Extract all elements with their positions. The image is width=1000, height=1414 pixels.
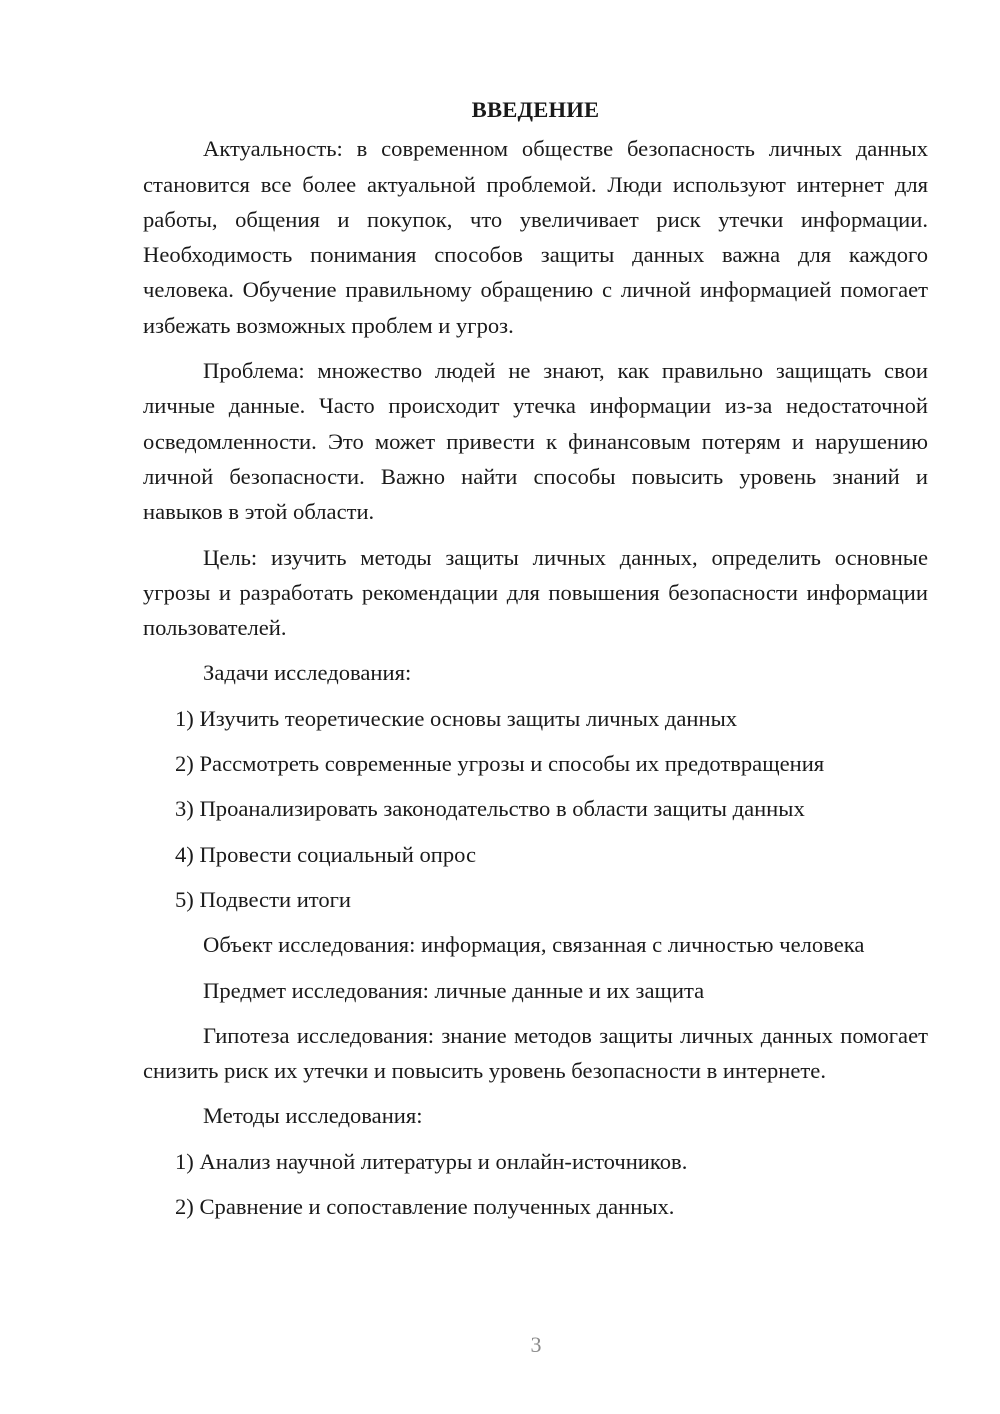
list-item: 5) Подвести итоги [175, 886, 352, 912]
methods-list [143, 1144, 928, 1225]
list-item: 2) Рассмотреть современные угрозы и способы их предотвращения [175, 751, 825, 777]
paragraph-object: Объект исследования: информация, связанная с личностью человека [203, 932, 865, 958]
tasks-list [143, 701, 928, 917]
list-item: 4) Провести социальный опрос [175, 841, 477, 867]
section-title: ВВЕДЕНИЕ [471, 97, 600, 122]
methods-heading: Методы исследования: [203, 1103, 423, 1129]
paragraph-hypothesis: Гипотеза исследования: знание методов защиты личных данных помогает снизить риск их утечки и повысить уровень безопасности в интернете. [143, 1022, 928, 1084]
paragraph-problem: Проблема: множество людей не знают, как правильно защищать свои личные данные. Часто происходит утечка информации из-за недостаточной осведомленности. Это может привести к финансовым потерям и нарушению личной безопасности. Важно найти способы повысить уровень знаний и навыков в этой области. [143, 358, 928, 525]
paragraph-goal: Цель: изучить методы защиты личных данных, определить основные угрозы и разработать рекомендации для повышения безопасности информации пользователей. [143, 544, 928, 641]
paragraph-subject: Предмет исследования: личные данные и их защита [203, 977, 705, 1003]
paragraph-relevance: Актуальность: в современном обществе безопасность личных данных становится все более актуальной проблемой. Люди используют интернет для работы, общения и покупок, что увеличивает риск утечки информации. Необходимость понимания способов защиты данных важна для каждого человека. Обучение правильному обращению с личной информацией помогает избежать возможных проблем и угроз. [143, 136, 928, 338]
list-item: 3) Проанализировать законодательство в области защиты данных [175, 796, 805, 822]
page-content [143, 92, 928, 1234]
list-item: 2) Сравнение и сопоставление полученных данных. [175, 1194, 675, 1220]
list-item: 1) Анализ научной литературы и онлайн-источников. [175, 1148, 688, 1174]
list-item: 1) Изучить теоретические основы защиты личных данных [175, 705, 738, 731]
page-number: 3 [530, 1332, 542, 1357]
tasks-heading: Задачи исследования: [203, 660, 412, 686]
